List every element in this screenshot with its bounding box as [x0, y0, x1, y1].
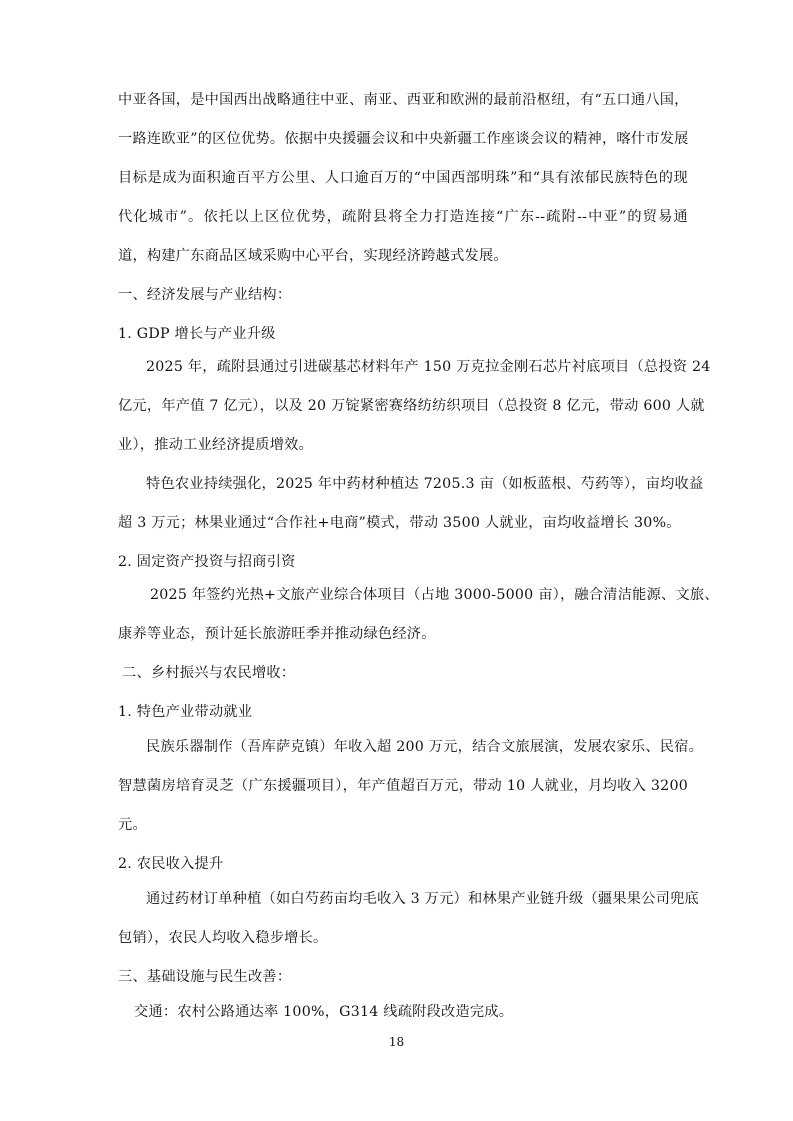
paragraph-line: 康养等业态，预计延长旅游旺季并推动绿色经济。	[118, 626, 436, 642]
paragraph-line: 道，构建广东商品区域采购中心平台，实现经济跨越式发展。	[118, 248, 508, 264]
paragraph-line: 中亚各国，是中国西出战略通往中亚、南亚、西亚和欧洲的最前沿枢纽，有“五口通八国，	[118, 92, 689, 108]
paragraph-line: 特色农业持续强化，2025 年中药材种植达 7205.3 亩（如板蓝根、芍药等），亩均收益	[146, 476, 704, 492]
paragraph-line: 目标是成为面积逾百平方公里、人口逾百万的“中国西部明珠”和“具有浓郁民族特色的现	[118, 170, 688, 186]
paragraph-line: 元。	[118, 817, 147, 833]
paragraph-line: 包销），农民人均收入稳步增长。	[118, 930, 328, 946]
section-heading: 一、经济发展与产业结构：	[118, 287, 292, 303]
paragraph-line: 2025 年签约光热+文旅产业综合体项目（占地 3000-5000 亩），融合清洁能源、文旅、	[150, 587, 719, 603]
paragraph-line: 超 3 万元；林果业通过“合作社+电商”模式，带动 3500 人就业，亩均收益增长 30%。	[118, 515, 681, 531]
paragraph-line: 业），推动工业经济提质增效。	[118, 437, 314, 453]
page-number: 18	[388, 1035, 405, 1049]
subsection-heading: 1. GDP 增长与产业升级	[118, 326, 276, 342]
paragraph-line: 2025 年，疏附县通过引进碳基芯材料年产 150 万克拉金刚石芯片衬底项目（总投资 24	[146, 359, 711, 375]
subsection-heading: 2. 农民收入提升	[118, 856, 224, 872]
paragraph-line: 代化城市”。依托以上区位优势，疏附县将全力打造连接“广东--疏附--中亚”的贸易通	[118, 209, 688, 225]
paragraph-line: 交通：农村公路通达率 100%，G314 线疏附段改造完成。	[134, 1004, 514, 1020]
paragraph-line: 智慧菌房培育灵芝（广东援疆项目），年产值超百万元，带动 10 人就业，月均收入 3200	[118, 778, 688, 794]
section-heading: 三、基础设施与民生改善：	[118, 969, 292, 985]
subsection-heading: 2. 固定资产投资与招商引资	[118, 554, 296, 570]
section-heading: 二、乡村振兴与农民增收：	[122, 665, 296, 681]
paragraph-line: 民族乐器制作（吾库萨克镇）年收入超 200 万元，结合文旅展演，发展农家乐、民宿。	[146, 739, 704, 755]
paragraph-line: 亿元，年产值 7 亿元），以及 20 万锭紧密赛络纺纺织项目（总投资 8 亿元，带动 600 人就	[118, 398, 705, 414]
subsection-heading: 1. 特色产业带动就业	[118, 704, 253, 720]
paragraph-line: 通过药材订单种植（如白芍药亩均毛收入 3 万元）和林果产业链升级（疆果果公司兜底	[146, 891, 699, 907]
paragraph-line: 一路连欧亚”的区位优势。依据中央援疆会议和中央新疆工作座谈会议的精神，喀什市发展	[118, 131, 689, 147]
